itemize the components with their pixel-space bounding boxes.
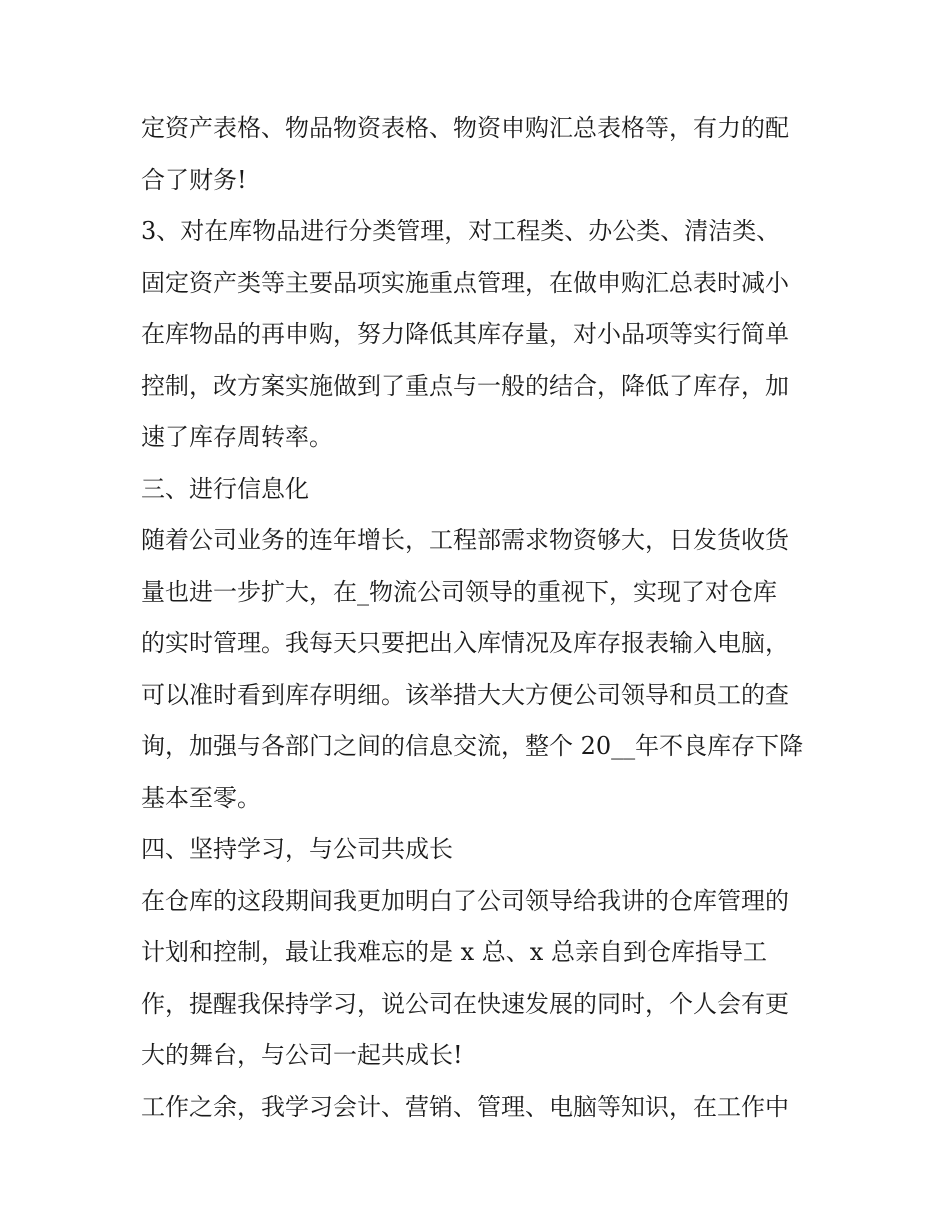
text-line: 在库物品的再申购，努力降低其库存量，对小品项等实行简单 bbox=[141, 320, 789, 348]
text-line: 固定资产类等主要品项实施重点管理，在做申购汇总表时减小 bbox=[141, 268, 789, 297]
text-line: 定资产表格、物品物资表格、物资申购汇总表格等，有力的配 bbox=[141, 114, 789, 142]
text-line: 大的舞台，与公司一起共成长! bbox=[141, 1041, 463, 1069]
text-line: 基本至零。 bbox=[141, 783, 261, 812]
text-line: 可以准时看到库存明细。该举措大大方便公司领导和员工的查 bbox=[141, 680, 789, 709]
text-line: 工作之余，我学习会计、营销、管理、电脑等知识，在工作中 bbox=[141, 1092, 789, 1121]
text-line: 询，加强与各部门之间的信息交流，整个 20__年不良库存下降 bbox=[141, 732, 804, 760]
text-line: 作，提醒我保持学习，说公司在快速发展的同时，个人会有更 bbox=[141, 989, 789, 1018]
text-line: 速了库存周转率。 bbox=[141, 423, 333, 451]
text-line: 在仓库的这段期间我更加明白了公司领导给我讲的仓库管理的 bbox=[141, 886, 789, 915]
text-line: 随着公司业务的连年增长，工程部需求物资够大，日发货收货 bbox=[141, 526, 789, 554]
text-line: 计划和控制，最让我难忘的是 x 总、x 总亲自到仓库指导工 bbox=[141, 938, 767, 966]
section-heading: 三、进行信息化 bbox=[141, 474, 309, 503]
document-body bbox=[141, 103, 821, 1133]
text-line: 3、对在库物品进行分类管理，对工程类、办公类、清洁类、 bbox=[141, 217, 781, 245]
text-line: 控制，改方案实施做到了重点与一般的结合，降低了库存，加 bbox=[141, 371, 789, 400]
text-line: 合了财务! bbox=[141, 165, 247, 194]
text-line: 的实时管理。我每天只要把出入库情况及库存报表输入电脑， bbox=[141, 629, 789, 657]
section-heading: 四、坚持学习，与公司共成长 bbox=[141, 835, 453, 863]
text-line: 量也进一步扩大，在_物流公司领导的重视下，实现了对仓库 bbox=[141, 577, 777, 606]
